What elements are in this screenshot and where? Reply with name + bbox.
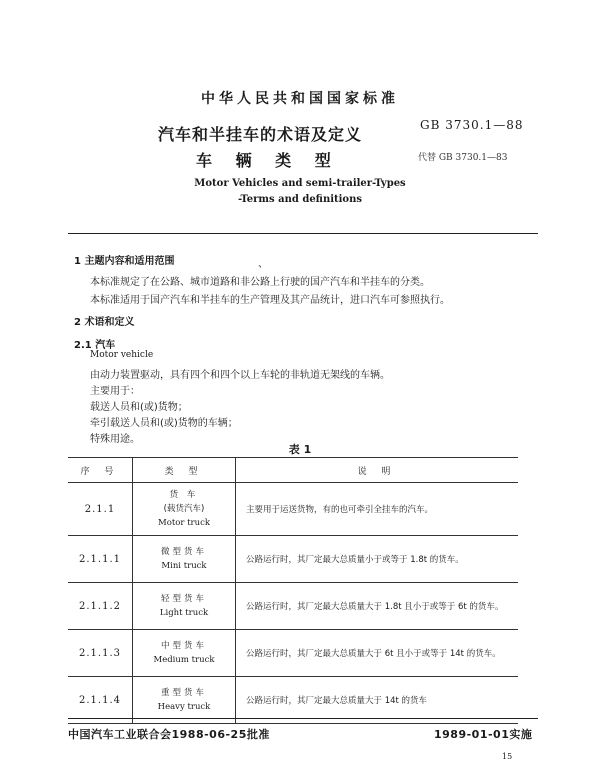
replaces-note: 代替 GB 3730.1—83	[418, 153, 508, 163]
vehicle-type-table	[68, 457, 518, 724]
row-description: 公路运行时，其厂定最大总质量小于或等于 1.8t 的货车。	[236, 536, 519, 583]
type-name-cn: 中型货车	[160, 641, 207, 651]
table-header-row	[68, 458, 518, 483]
table-row	[68, 677, 518, 724]
gb-code: GB 3730.1—88	[420, 118, 524, 132]
type-name-cn-alt: (载货汽车)	[163, 504, 205, 514]
document-subtitle-cn: 车 辆 类 型	[196, 151, 333, 170]
type-name-cn: 轻型货车	[160, 594, 207, 604]
document-subtitle-en: -Terms and definitions	[237, 194, 363, 205]
usage-intro: 主要用于：	[90, 386, 140, 397]
row-description: 公路运行时，其厂定最大总质量大于 6t 且小于或等于 14t 的货车。	[236, 630, 519, 677]
row-number: 2.1.1.2	[68, 583, 133, 630]
row-description: 公路运行时，其厂定最大总质量大于 14t 的货车	[236, 677, 519, 724]
table-row	[68, 630, 518, 677]
bottom-divider	[68, 718, 538, 719]
section-1-paragraph-1: 本标准规定了在公路、城市道路和非公路上行驶的国产汽车和半挂车的分类。	[90, 277, 430, 288]
row-description: 主要用于运送货物，有的也可牵引全挂车的汽车。	[236, 483, 519, 536]
row-type	[133, 536, 236, 583]
top-divider	[68, 233, 538, 234]
type-name-cn: 微型货车	[160, 547, 207, 557]
usage-item: 牵引载送人员和(或)货物的车辆；	[90, 418, 238, 429]
row-description: 公路运行时，其厂定最大总质量大于 1.8t 且小于或等于 6t 的货车。	[236, 583, 519, 630]
section-2-1-heading: 2.1 汽车	[74, 340, 116, 351]
row-type	[133, 677, 236, 724]
usage-item: 载送人员和(或)货物；	[90, 402, 188, 413]
header-number: 序 号	[68, 458, 133, 483]
header-description: 说 明	[236, 458, 519, 483]
header-type: 类 型	[133, 458, 236, 483]
page-number: 15	[502, 752, 513, 761]
type-name-cn: 重型货车	[160, 688, 207, 698]
section-2-heading: 2 术语和定义	[74, 317, 135, 328]
table-row	[68, 536, 518, 583]
type-name-en: Medium truck	[153, 655, 215, 665]
document-title-cn: 汽车和半挂车的术语及定义	[158, 125, 363, 144]
row-number: 2.1.1.1	[68, 536, 133, 583]
type-name-en: Light truck	[159, 608, 209, 618]
motor-vehicle-definition: 由动力装置驱动，具有四个和四个以上车轮的非轨道无架线的车辆。	[90, 370, 390, 381]
document-title-en: Motor Vehicles and semi-trailer-Types	[194, 178, 406, 189]
row-number: 2.1.1	[68, 483, 133, 536]
implementation-date: 1989-01-01实施	[434, 728, 533, 741]
table-caption: 表 1	[288, 443, 312, 456]
table-row	[68, 583, 518, 630]
section-2-1-english: Motor vehicle	[90, 350, 154, 360]
usage-item: 特殊用途。	[90, 434, 140, 445]
row-type	[133, 483, 236, 536]
row-number: 2.1.1.3	[68, 630, 133, 677]
type-name-en: Mini truck	[161, 561, 207, 571]
table-row	[68, 483, 518, 536]
type-name-en: Motor truck	[158, 518, 210, 528]
type-name-cn: 货 车	[169, 490, 199, 500]
row-type	[133, 630, 236, 677]
stray-mark: 、	[258, 259, 268, 270]
type-name-en: Heavy truck	[157, 702, 211, 712]
row-number: 2.1.1.4	[68, 677, 133, 724]
row-type	[133, 583, 236, 630]
section-1-paragraph-2: 本标准适用于国产汽车和半挂车的生产管理及其产品统计，进口汽车可参照执行。	[90, 295, 450, 306]
approval-date: 中国汽车工业联合会1988-06-25批准	[68, 728, 270, 741]
section-1-heading: 1 主题内容和适用范围	[74, 256, 175, 267]
standard-title: 中华人民共和国国家标准	[201, 91, 399, 107]
